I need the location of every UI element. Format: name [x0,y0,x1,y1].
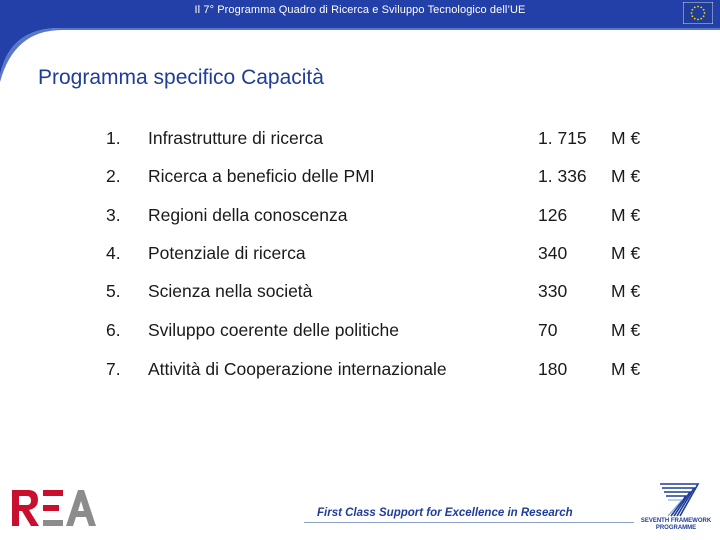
programme-unit: M € [611,281,641,301]
programme-amount: 340 [538,243,568,263]
programme-unit: M € [611,128,641,148]
programme-label: Sviluppo coerente delle politiche [148,320,399,340]
programme-amount: 70 [538,320,558,340]
programme-unit: M € [611,243,641,263]
programme-amount: 330 [538,281,568,301]
programme-row [0,281,720,309]
programme-unit: M € [611,320,641,340]
programme-row [0,205,720,233]
programme-label: Infrastrutture di ricerca [148,128,324,148]
fp7-logo-text: SEVENTH FRAMEWORK PROGRAMME [640,518,712,531]
programme-number: 2. [106,166,121,186]
programme-number: 1. [106,128,121,148]
programme-number: 7. [106,359,121,379]
programme-amount: 126 [538,205,568,225]
programme-amount: 1. 336 [538,166,587,186]
programme-number: 6. [106,320,121,340]
programme-row [0,128,720,156]
programme-row [0,166,720,194]
programme-row [0,359,720,387]
programme-unit: M € [611,166,641,186]
programme-label: Potenziale di ricerca [148,243,306,263]
programme-number: 3. [106,205,121,225]
tagline: First Class Support for Excellence in Research [317,507,573,519]
programme-label: Ricerca a beneficio delle PMI [148,166,375,186]
programme-label: Regioni della conoscenza [148,205,348,225]
programme-unit: M € [611,205,641,225]
programme-row [0,320,720,348]
programme-amount: 180 [538,359,568,379]
slide-title: Programma specifico Capacità [38,66,324,89]
tagline-underline [304,522,634,523]
programme-amount: 1. 715 [538,128,587,148]
programme-number: 4. [106,243,121,263]
programme-label: Attività di Cooperazione internazionale [148,359,447,379]
programme-number: 5. [106,281,121,301]
programme-unit: M € [611,359,641,379]
header-title: Il 7° Programma Quadro di Ricerca e Sviluppo Tecnologico dell’UE [194,4,526,16]
rea-logo [10,486,100,530]
programme-row [0,243,720,271]
programme-label: Scienza nella società [148,281,313,301]
